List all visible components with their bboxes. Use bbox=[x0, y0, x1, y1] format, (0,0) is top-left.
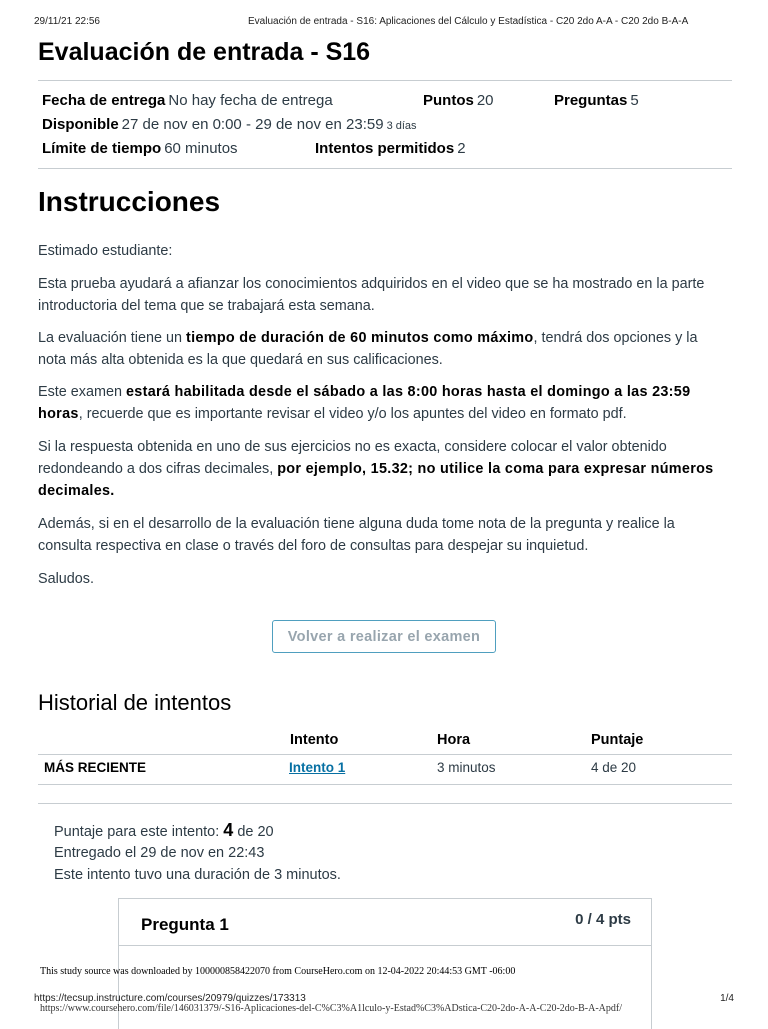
available-meta bbox=[42, 116, 417, 133]
download-watermark: This study source was downloaded by 100000858422070 from CourseHero.com on 12-04-2022 20:44:53 GMT -06:00 bbox=[40, 966, 516, 977]
due-value: No hay fecha de entrega bbox=[168, 92, 333, 109]
questions-meta bbox=[554, 92, 639, 109]
attempt-submitted: Entregado el 29 de nov en 22:43 bbox=[54, 845, 265, 861]
attempts-meta bbox=[315, 140, 466, 157]
instructions-paragraph-3: Este examen estará habilitada desde el sábado a las 8:00 horas hasta el domingo a las 23:59 horas, recuerde que es importante revisar el video y/o los apuntes del video en formato pdf. bbox=[38, 384, 691, 422]
time-limit-meta bbox=[42, 140, 238, 157]
history-header-score: Puntaje bbox=[591, 732, 644, 748]
instructions-paragraph-1: Esta prueba ayudará a afianzar los conocimientos adquiridos en el video que se ha mostrado en la parte introductoria del tema que se trabajará esta semana. bbox=[38, 276, 705, 314]
latest-attempt-label: MÁS RECIENTE bbox=[44, 760, 147, 775]
divider bbox=[38, 168, 732, 169]
history-header-time: Hora bbox=[437, 732, 471, 748]
page-title: Evaluación de entrada - S16 bbox=[38, 38, 371, 66]
quiz-meta-row-1 bbox=[42, 92, 333, 109]
bold-decimal-note: por ejemplo, 15.32; no utilice la coma para expresar números decimales. bbox=[38, 461, 714, 499]
bold-duration: tiempo de duración de 60 minutos como máximo bbox=[186, 330, 534, 346]
question-title: Pregunta 1 bbox=[141, 915, 229, 934]
available-label: Disponible bbox=[42, 116, 119, 133]
time-limit-label: Límite de tiempo bbox=[42, 140, 162, 157]
divider bbox=[38, 80, 732, 81]
print-page-number: 1/4 bbox=[720, 993, 734, 1004]
instructions-title: Instrucciones bbox=[38, 186, 221, 217]
table-row-divider bbox=[38, 784, 732, 785]
points-meta bbox=[423, 92, 494, 109]
attempt-score-summary: Puntaje para este intento: 4 de 20 bbox=[54, 820, 274, 840]
retake-quiz-button[interactable]: Volver a realizar el examen bbox=[272, 620, 496, 653]
divider bbox=[38, 803, 732, 804]
attempt-time: 3 minutos bbox=[437, 760, 496, 775]
table-header-divider bbox=[38, 754, 732, 755]
attempt-duration: Este intento tuvo una duración de 3 minutos. bbox=[54, 867, 341, 883]
question-header bbox=[119, 899, 651, 946]
instructions-paragraph-2: La evaluación tiene un tiempo de duración de 60 minutos como máximo, tendrá dos opciones y la nota más alta obtenida es la que quedará en sus calificaciones. bbox=[38, 330, 698, 368]
attempt-score: 4 de 20 bbox=[591, 760, 637, 775]
question-points: 0 / 4 pts bbox=[575, 911, 631, 928]
history-header-attempt: Intento bbox=[290, 732, 339, 748]
print-footer-url: https://tecsup.instructure.com/courses/20979/quizzes/173313 bbox=[34, 993, 306, 1004]
attempt-1-link[interactable]: Intento 1 bbox=[289, 760, 346, 775]
time-limit-value: 60 minutos bbox=[164, 140, 238, 157]
available-value: 27 de nov en 0:00 - 29 de nov en 23:59 bbox=[121, 116, 384, 133]
available-days: 3 días bbox=[386, 120, 417, 132]
instructions-paragraph-4: Si la respuesta obtenida en uno de sus ejercicios no es exacta, considere colocar el valor obtenido redondeando a dos cifras decimales, por ejemplo, 15.32; no utilice la coma para expresar números decimales. bbox=[38, 439, 714, 499]
source-url-watermark: https://www.coursehero.com/file/146031379/-S16-Aplicaciones-del-C%C3%A1lculo-y-Estad%C3%ADstica-C20-2do-A-A-C20-2do-B-A-Apdf/ bbox=[40, 1003, 623, 1014]
bold-schedule: estará habilitada desde el sábado a las 8:00 horas hasta el domingo a las 23:59 horas bbox=[38, 384, 691, 422]
instructions-closing: Saludos. bbox=[38, 571, 95, 587]
attempts-label: Intentos permitidos bbox=[315, 140, 455, 157]
attempts-value: 2 bbox=[457, 140, 466, 157]
points-value: 20 bbox=[476, 92, 494, 109]
instructions-greeting: Estimado estudiante: bbox=[38, 243, 173, 259]
attempt-history-title: Historial de intentos bbox=[38, 690, 232, 715]
instructions-paragraph-5: Además, si en el desarrollo de la evaluación tiene alguna duda tome nota de la pregunta y realice la consulta respectiva en clase o través del foro de consultas para despejar su inquietud. bbox=[38, 516, 675, 554]
attempt-score-value: 4 bbox=[223, 820, 234, 840]
questions-value: 5 bbox=[630, 92, 639, 109]
print-page-title: Evaluación de entrada - S16: Aplicaciones del Cálculo y Estadística - C20 2do A-A - C20 2do B-A-A bbox=[248, 16, 689, 27]
attempt-link-cell bbox=[289, 760, 345, 775]
print-datetime: 29/11/21 22:56 bbox=[34, 16, 100, 27]
points-label: Puntos bbox=[423, 92, 474, 109]
due-label: Fecha de entrega bbox=[42, 92, 166, 109]
questions-label: Preguntas bbox=[554, 92, 628, 109]
